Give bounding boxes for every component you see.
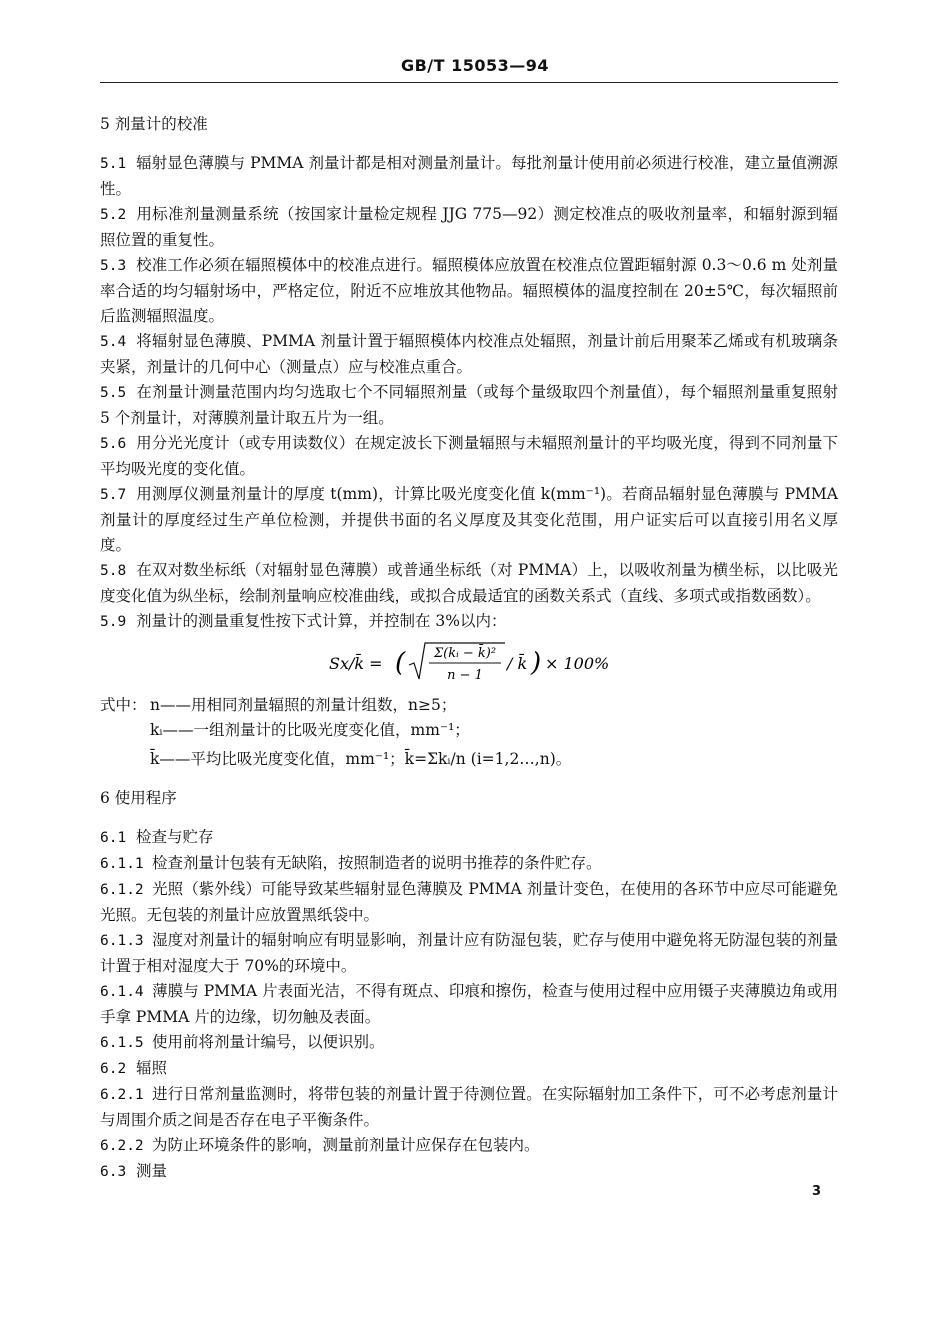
clause-6-3: 6.3 测量 [100,1162,168,1180]
clause-5-6: 5.6 用分光光度计（或专用读数仪）在规定波长下测量辐照与未辐照剂量计的平均吸光度，得到不同剂量下平均吸光度的变化值。 [100,434,838,478]
clause-6-1-5: 6.1.5 使用前将剂量计编号，以便识别。 [100,1033,385,1051]
page-number: 3 [812,1184,822,1199]
clause-6-2: 6.2 辐照 [100,1059,168,1077]
clause-6-1-2: 6.1.2 光照（紫外线）可能导致某些辐射显色薄膜及 PMMA 剂量计变色，在使用的各环节中应尽可能避免光照。无包装的剂量计应放置黑纸袋中。 [100,880,838,924]
clause-6-2-2: 6.2.2 为防止环境条件的影响，测量前剂量计应保存在包装内。 [100,1136,540,1154]
clause-5-4: 5.4 将辐射显色薄膜、PMMA 剂量计置于辐照模体内校准点处辐照，剂量计前后用聚苯乙烯或有机玻璃条夹紧，剂量计的几何中心（测量点）应与校准点重合。 [100,332,838,376]
clause-6-1-1: 6.1.1 检查剂量计包装有无缺陷，按照制造者的说明书推荐的条件贮存。 [100,854,602,872]
section-5-title: 5 剂量计的校准 [100,115,208,133]
clause-5-7: 5.7 用测厚仪测量剂量计的厚度 t(mm)，计算比吸光度变化值 k(mm⁻¹)。若商品辐射显色薄膜与 PMMA 剂量计的厚度经过生产单位检测，并提供书面的名义厚度及其变化范围，用户证实后可以直接引用名义厚度。 [100,485,838,554]
legend-line-ki: kᵢ——一组剂量计的比吸光度变化值，mm⁻¹； [150,721,470,739]
repeatability-formula [100,635,838,693]
section-6-title: 6 使用程序 [100,789,177,807]
clause-5-5: 5.5 在剂量计测量范围内均匀选取七个不同辐照剂量（或每个量级取四个剂量值），每个辐照剂量重复照射 5 个剂量计，对薄膜剂量计取五片为一组。 [100,383,838,427]
clause-5-9: 5.9 剂量计的测量重复性按下式计算，并控制在 3%以内： [100,612,507,630]
formula-div: / k̄ [507,654,528,673]
clause-5-2: 5.2 用标准剂量测量系统（按国家计量检定规程 JJG 775—92）测定校准点的吸收剂量率，和辐射源到辐照位置的重复性。 [100,205,838,249]
formula-lparen: ( [395,648,406,678]
clause-6-1: 6.1 检查与贮存 [100,828,214,846]
clause-5-3: 5.3 校准工作必须在辐照模体中的校准点进行。辐照模体应放置在校准点位置距辐射源 0.3～0.6 m 处剂量率合适的均匀辐射场中，严格定位，附近不应堆放其他物品。辐照模体的温度控制在 20±5℃，每次辐照前后监测辐照温度。 [100,256,838,325]
legend-line-n: 式中： n——用相同剂量辐照的剂量计组数，n≥5； [100,696,457,714]
clause-6-2-1: 6.2.1 进行日常剂量监测时，将带包装的剂量计置于待测位置。在实际辐射加工条件下，可不必考虑剂量计与周围介质之间是否存在电子平衡条件。 [100,1085,838,1129]
formula-denominator: n − 1 [447,668,483,683]
document-body [100,112,838,1185]
clause-5-1: 5.1 辐射显色薄膜与 PMMA 剂量计都是相对测量剂量计。每批剂量计使用前必须进行校准，建立量值溯源性。 [100,154,838,198]
clause-6-1-3: 6.1.3 湿度对剂量计的辐射响应有明显影响，剂量计应有防湿包装，贮存与使用中避免将无防湿包装的剂量计置于相对湿度大于 70%的环境中。 [100,931,838,975]
formula-rparen: ) [531,648,542,678]
formula-lhs: Sx/k̄ = [329,654,383,673]
legend-line-kbar: k̄——平均比吸光度变化值，mm⁻¹；k̄=Σkᵢ/n (i=1,2…,n)。 [150,750,572,768]
header-rule [100,82,838,83]
formula-tail: × 100% [545,654,610,673]
formula-svg [309,637,629,691]
formula-numerator: Σ(kᵢ − k̄)² [433,646,497,661]
clause-6-1-4: 6.1.4 薄膜与 PMMA 片表面光洁，不得有斑点、印痕和擦伤，检查与使用过程中应用镊子夹薄膜边角或用手拿 PMMA 片的边缘，切勿触及表面。 [100,982,838,1026]
formula-legend [100,693,838,772]
clause-5-8: 5.8 在双对数坐标纸（对辐射显色薄膜）或普通坐标纸（对 PMMA）上，以吸收剂量为横坐标，以比吸光度变化值为纵坐标，绘制剂量响应校准曲线，或拟合成最适宜的函数关系式（直线、多项式或指数函数）。 [100,561,838,605]
page-header: GB/T 15053—94 [400,56,550,75]
